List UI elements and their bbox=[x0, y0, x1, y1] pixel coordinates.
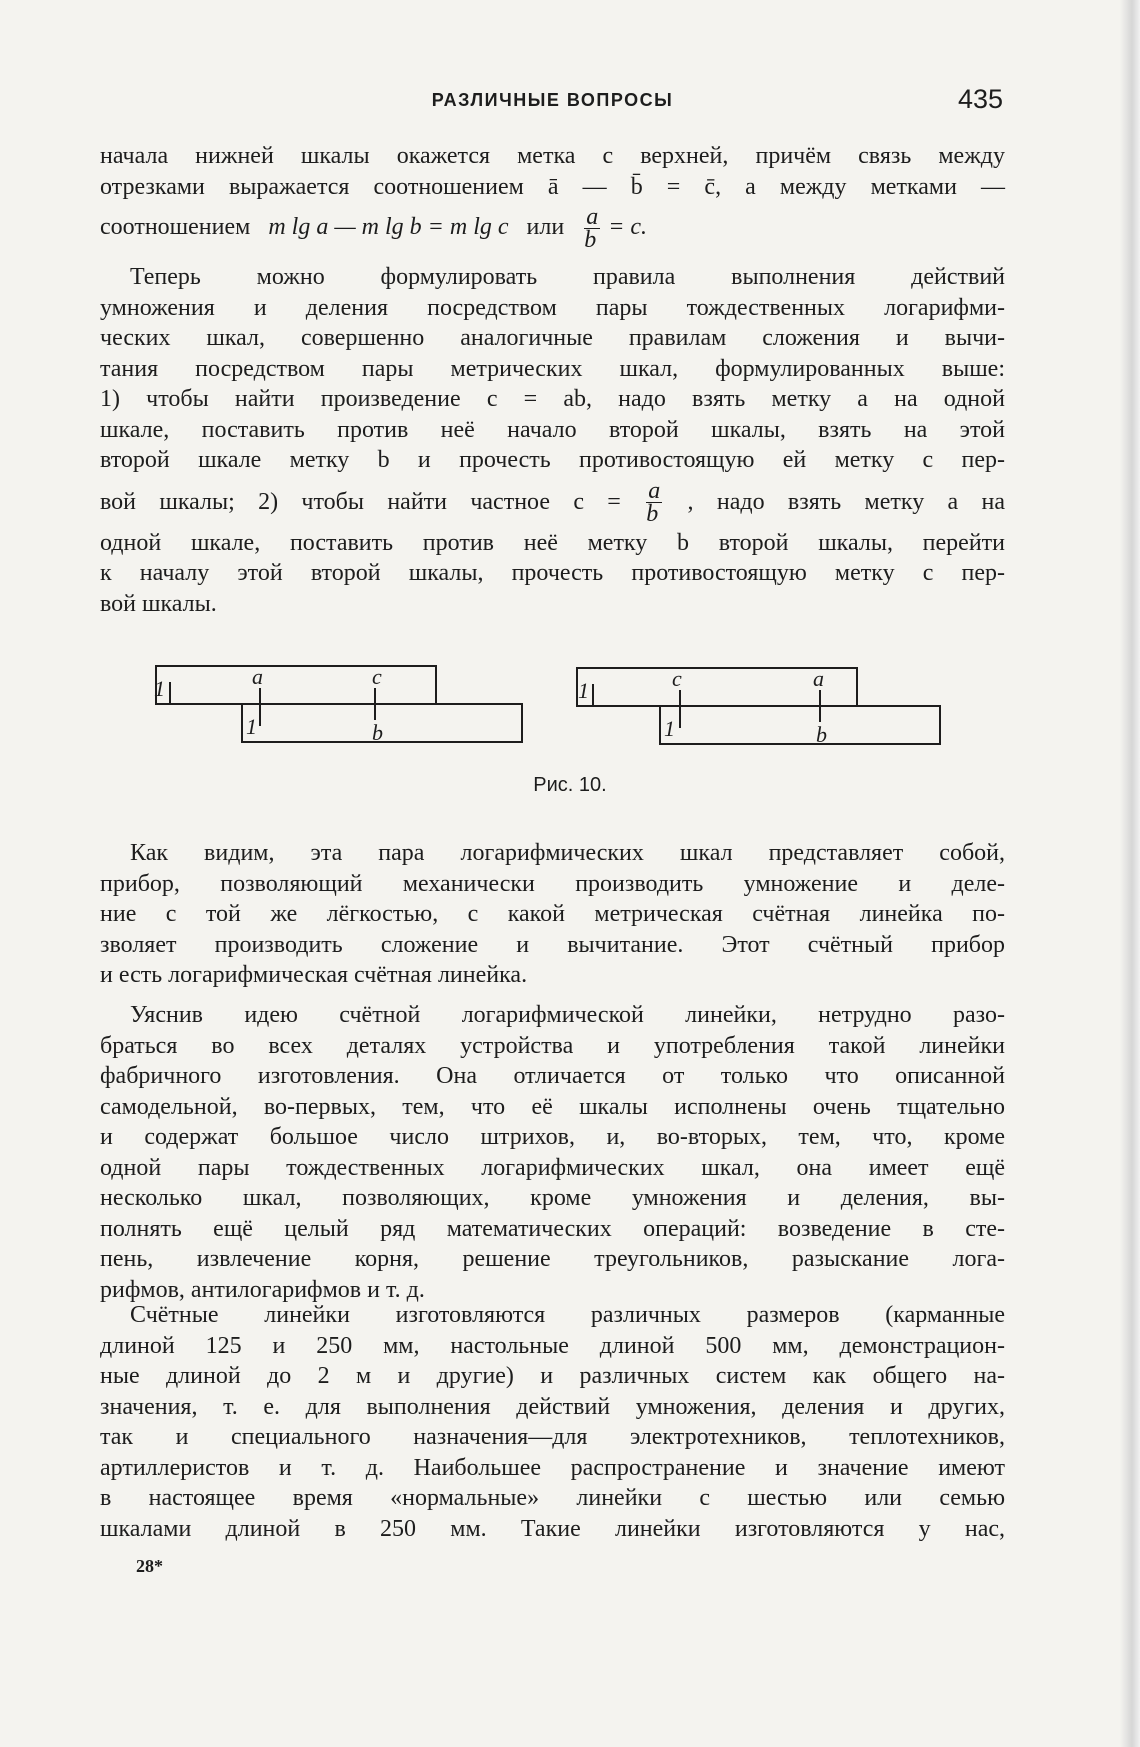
log-formula: m lg a — m lg b = m lg c bbox=[268, 214, 509, 240]
text-fragment: вой шкалы; 2) чтобы найти частное c = bbox=[100, 488, 621, 515]
text-line: значения, т. е. для выполнения действий умножения, деления и других, bbox=[100, 1393, 1005, 1420]
label-b-lower: b bbox=[372, 720, 383, 745]
text-line: и есть логарифмическая счётная линейка. bbox=[100, 962, 528, 988]
text-line: Как видим, эта пара логарифмических шкал представляет собой, bbox=[130, 840, 1005, 866]
text-line: ные длиной до 2 м и другие) и различных систем как общего на- bbox=[100, 1363, 1005, 1389]
text-line: к началу этой второй шкалы, прочесть противостоящую метку c пер- bbox=[100, 560, 1005, 586]
formula-fragment: = c. bbox=[608, 214, 648, 240]
fraction-numerator: a bbox=[648, 478, 661, 505]
text-line: второй шкале метку b и прочесть противостоящую ей метку c пер- bbox=[100, 447, 1005, 473]
running-title: РАЗЛИЧНЫЕ ВОПРОСЫ bbox=[431, 90, 674, 110]
text-line: зволяет производить сложение и вычитание. Этот счётный прибор bbox=[100, 931, 1005, 958]
text-line bbox=[100, 202, 1005, 252]
text-line: вой шкалы. bbox=[100, 590, 217, 617]
text-line: шкале, поставить против неё начало второй шкалы, взять на этой bbox=[100, 416, 1005, 443]
label-b-lower: b bbox=[816, 722, 827, 747]
label-one-upper: 1 bbox=[578, 678, 589, 703]
fraction-denominator: b bbox=[584, 226, 597, 253]
paragraph-1 bbox=[100, 141, 1005, 252]
text-line: пень, извлечение корня, решение треугольников, разыскание лога- bbox=[100, 1246, 1005, 1272]
text-line: самодельной, во-первых, тем, что её шкалы исполнены очень тщательно bbox=[100, 1093, 1005, 1120]
label-a-upper: a bbox=[252, 664, 263, 689]
text-line: Счётные линейки изготовляются различных размеров (карманные bbox=[130, 1302, 1005, 1328]
figure-right-division bbox=[577, 668, 940, 744]
text-line: длиной 125 и 250 мм, настольные длиной 500 мм, демонстрацион- bbox=[100, 1332, 1005, 1359]
lower-scale-bar bbox=[660, 706, 940, 744]
text-line: в настоящее время «нормальные» линейки с шестью или семью bbox=[100, 1485, 1005, 1511]
text-line: шкалами длиной в 250 мм. Такие линейки изготовляются у нас, bbox=[100, 1515, 1005, 1542]
page-header bbox=[100, 84, 1005, 124]
label-c-upper: c bbox=[672, 666, 682, 691]
text-line: ческих шкал, совершенно аналогичные правилам сложения и вычи- bbox=[100, 325, 1005, 351]
text-line bbox=[100, 476, 1005, 528]
figure-slide-rule-diagram bbox=[150, 660, 950, 760]
text-line: полнять ещё целый ряд математических операций: возведение в сте- bbox=[100, 1215, 1005, 1242]
paragraph-2 bbox=[100, 262, 1005, 619]
text-line: так и специального назначения—для электротехников, теплотехников, bbox=[100, 1424, 1005, 1450]
fraction-denominator: b bbox=[646, 501, 659, 528]
text-line: 1) чтобы найти произведение c = ab, надо взять метку a на одной bbox=[100, 386, 1005, 412]
text-line: несколько шкал, позволяющих, кроме умножения и деления, вы- bbox=[100, 1185, 1005, 1211]
text-line: браться во всех деталях устройства и употребления такой линейки bbox=[100, 1032, 1005, 1059]
text-fragment: , надо взять метку a на bbox=[687, 488, 1006, 515]
text-line: ние с той же лёгкостью, с какой метрическая счётная линейка по- bbox=[100, 901, 1005, 927]
text-line: Уяснив идею счётной логарифмической линейки, нетрудно разо- bbox=[130, 1002, 1005, 1028]
upper-scale-bar bbox=[156, 666, 436, 704]
fraction-a-over-b bbox=[584, 203, 600, 253]
label-c-upper: c bbox=[372, 664, 382, 689]
text-line: тания посредством пары метрических шкал, формулированных выше: bbox=[100, 355, 1005, 382]
text-line: умножения и деления посредством пары тождественных логарифми- bbox=[100, 294, 1005, 321]
text-line: отрезками выражается соотношением ā — b̄ = c̄, а между метками — bbox=[100, 173, 1005, 200]
label-a-upper: a bbox=[813, 666, 824, 691]
label-one-upper: 1 bbox=[154, 676, 165, 701]
text-line: артиллеристов и т. д. Наибольшее распространение и значение имеют bbox=[100, 1454, 1005, 1481]
text-line: и содержат большое число штрихов, и, во-вторых, тем, что, кроме bbox=[100, 1124, 1005, 1150]
fraction-a-over-b bbox=[646, 478, 662, 528]
text-line: одной пары тождественных логарифмических шкал, она имеет ещё bbox=[100, 1154, 1005, 1181]
page-number: 435 bbox=[957, 84, 1003, 114]
label-one-lower: 1 bbox=[664, 716, 675, 741]
paragraph-4 bbox=[100, 1000, 1005, 1305]
text-fragment: или bbox=[526, 214, 565, 240]
label-one-lower: 1 bbox=[246, 714, 257, 739]
text-line: прибор, позволяющий механически производить умножение и деле- bbox=[100, 870, 1005, 897]
printer-signature: 28* bbox=[136, 1556, 163, 1576]
text-line: начала нижней шкалы окажется метка c верхней, причём связь между bbox=[100, 143, 1005, 169]
text-line: рифмов, антилогарифмов и т. д. bbox=[100, 1276, 425, 1303]
text-line: одной шкале, поставить против неё метку b второй шкалы, перейти bbox=[100, 529, 1005, 556]
paragraph-3 bbox=[100, 838, 1005, 991]
figure-left-multiplication bbox=[156, 666, 522, 742]
text-line: фабричного изготовления. Она отличается от только что описанной bbox=[100, 1063, 1005, 1089]
fraction-numerator: a bbox=[586, 203, 599, 230]
paragraph-5 bbox=[100, 1300, 1005, 1544]
text-fragment: соотношением bbox=[100, 214, 251, 240]
text-line: Теперь можно формулировать правила выполнения действий bbox=[130, 264, 1005, 290]
figure-caption: Рис. 10. bbox=[533, 774, 607, 796]
page-edge-shadow bbox=[1120, 0, 1140, 1747]
